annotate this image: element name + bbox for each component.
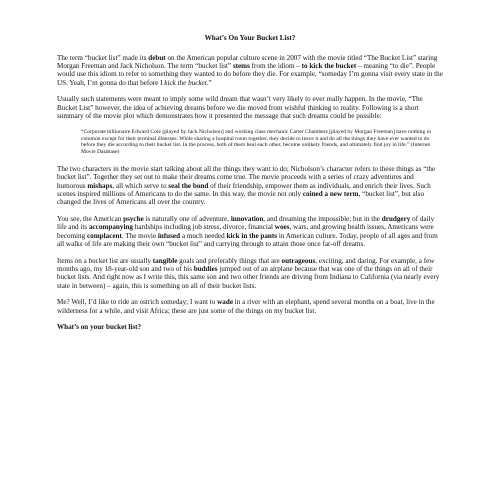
block-quote-movie-summary [81,129,437,156]
highlighted-term: coined a new term [302,189,359,198]
text-run: , exciting, and daring. For example, a few months ago, my 18-year-old son and two of his [57,256,435,273]
highlighted-term: complacent [86,231,122,240]
text-run: from the idiom – [249,61,302,70]
text-run: in American culture. Today, people of all ages and from all walks of life are making their own “bucket list” and carrying through to attain those once far-off dreams. [57,231,438,248]
text-run: goals and preferably things that are [177,256,282,265]
text-run: .” [206,78,212,87]
highlighted-term: kick in the pants [226,231,278,240]
highlighted-term: accompanying [88,223,133,232]
text-run: You see, the American [57,214,124,223]
highlighted-term: outrageous [281,256,316,265]
highlighted-term: to kick the bucket [301,61,357,70]
paragraph-american-psyche [57,215,443,248]
highlighted-term: tangible [152,256,178,265]
highlighted-term: stems [232,61,250,70]
text-run: a much needed [180,231,227,240]
text-run: of daily life and its [57,214,435,232]
text-run: of their friendship, empower them as individuals, and enrich their lives. Such scenes inspired millions of Americans to do the same. In this way, the movie not only [57,181,431,198]
text-run: , “bucket list”, but also changed the lives of Americans all over the country. [57,189,425,207]
highlighted-term: woes [274,223,290,232]
text-run: in a river with an elephant, spend several months on a boat, live in the wilderness for a while, and visit Africa; these are just some of the things on my bucket list. [57,298,435,315]
highlighted-term: wade [217,298,233,307]
document-title: What’s On Your Bucket List? [204,34,296,42]
italic-phrase: kick the bucket [164,78,207,87]
paragraph-personal-list [57,298,443,315]
text-run: hardships including job stress, divorce, financial [132,223,275,232]
text-run: Items on a bucket list are usually [57,256,153,265]
paragraph-dreams [57,95,443,120]
highlighted-term: debut [148,53,166,62]
highlighted-term: buddies [193,264,218,273]
text-run: Me? Well, I’d like to ride an ostrich someday; I want to [57,298,218,307]
text-run: jumped out of an airplane because that was one of the things on all of their bucket lists. And right now as I write this, this same son and two other friends are driving from Indiana to California (via nearly every state in between) – again, this is something on all of their bucket lists. [57,264,440,290]
text-run: – meaning “to die”. People would use this idiom to refer to something they wanted to do before they die. For example, “someday I’m gonna visit every state in the US. Yeah, I’m gonna do that before I [57,61,443,87]
highlighted-term: drudgery [381,214,411,223]
text-run: The term “bucket list” made its [57,53,149,62]
text-run: . The movie [121,231,158,240]
text-run: , and dreaming the impossible; but in the [263,214,382,223]
highlighted-term: mishaps [87,181,113,190]
highlighted-term: psyche [123,214,144,223]
paragraph-bucket-list-items [57,257,443,290]
closing-question: What’s on your bucket list? [57,323,142,332]
text-run: The two characters in the movie start talking about all the things they want to do; Nicholson’s character refers to these things as “the bucket list”. Together they set out to make their dreams come true. The movie proceeds with a series of crazy adventures and humorous [57,164,436,190]
text-run: “Corporate billionaire Edward Cole [played by Jack Nicholson] and working class mechanic Carter Chambers [played by Morgan Freeman] have nothing in common except for their terminal illnesses. While sharing a hospital room together, they decide to leave it and do all the things they have ever wanted to do before they die according to their bucket list. In the process, both of them heal each other, become unlikely friends, and ultimately find joy in life.” (Internet Movie Database) [81,128,432,156]
text-run: is naturally one of adventure, [143,214,231,223]
paragraph-characters [57,165,443,206]
highlighted-term: seal the bond [168,181,209,190]
text-run: Usually such statements were meant to imply some wild dream that wasn’t very likely to ever really happen. In the movie, “The Bucket List” however, the idea of achieving dreams before we die moved from wishful thinking to reality. Following is a short summary of the movie plot which demonstrates how it presented the message that such dreams could be possible: [57,95,423,120]
text-run: , all which serve to [112,181,169,190]
highlighted-term: innovation [230,214,264,223]
text-run: on the American popular culture scene in 2007 with the movie titled “The Bucket List” staring Morgan Freeman and Jack Nicholson. The term “bucket list” [57,53,438,70]
text-run: , wars, and growing health issues, Americans were becoming [57,223,434,240]
paragraph-intro [57,54,443,87]
highlighted-term: infused [157,231,181,240]
